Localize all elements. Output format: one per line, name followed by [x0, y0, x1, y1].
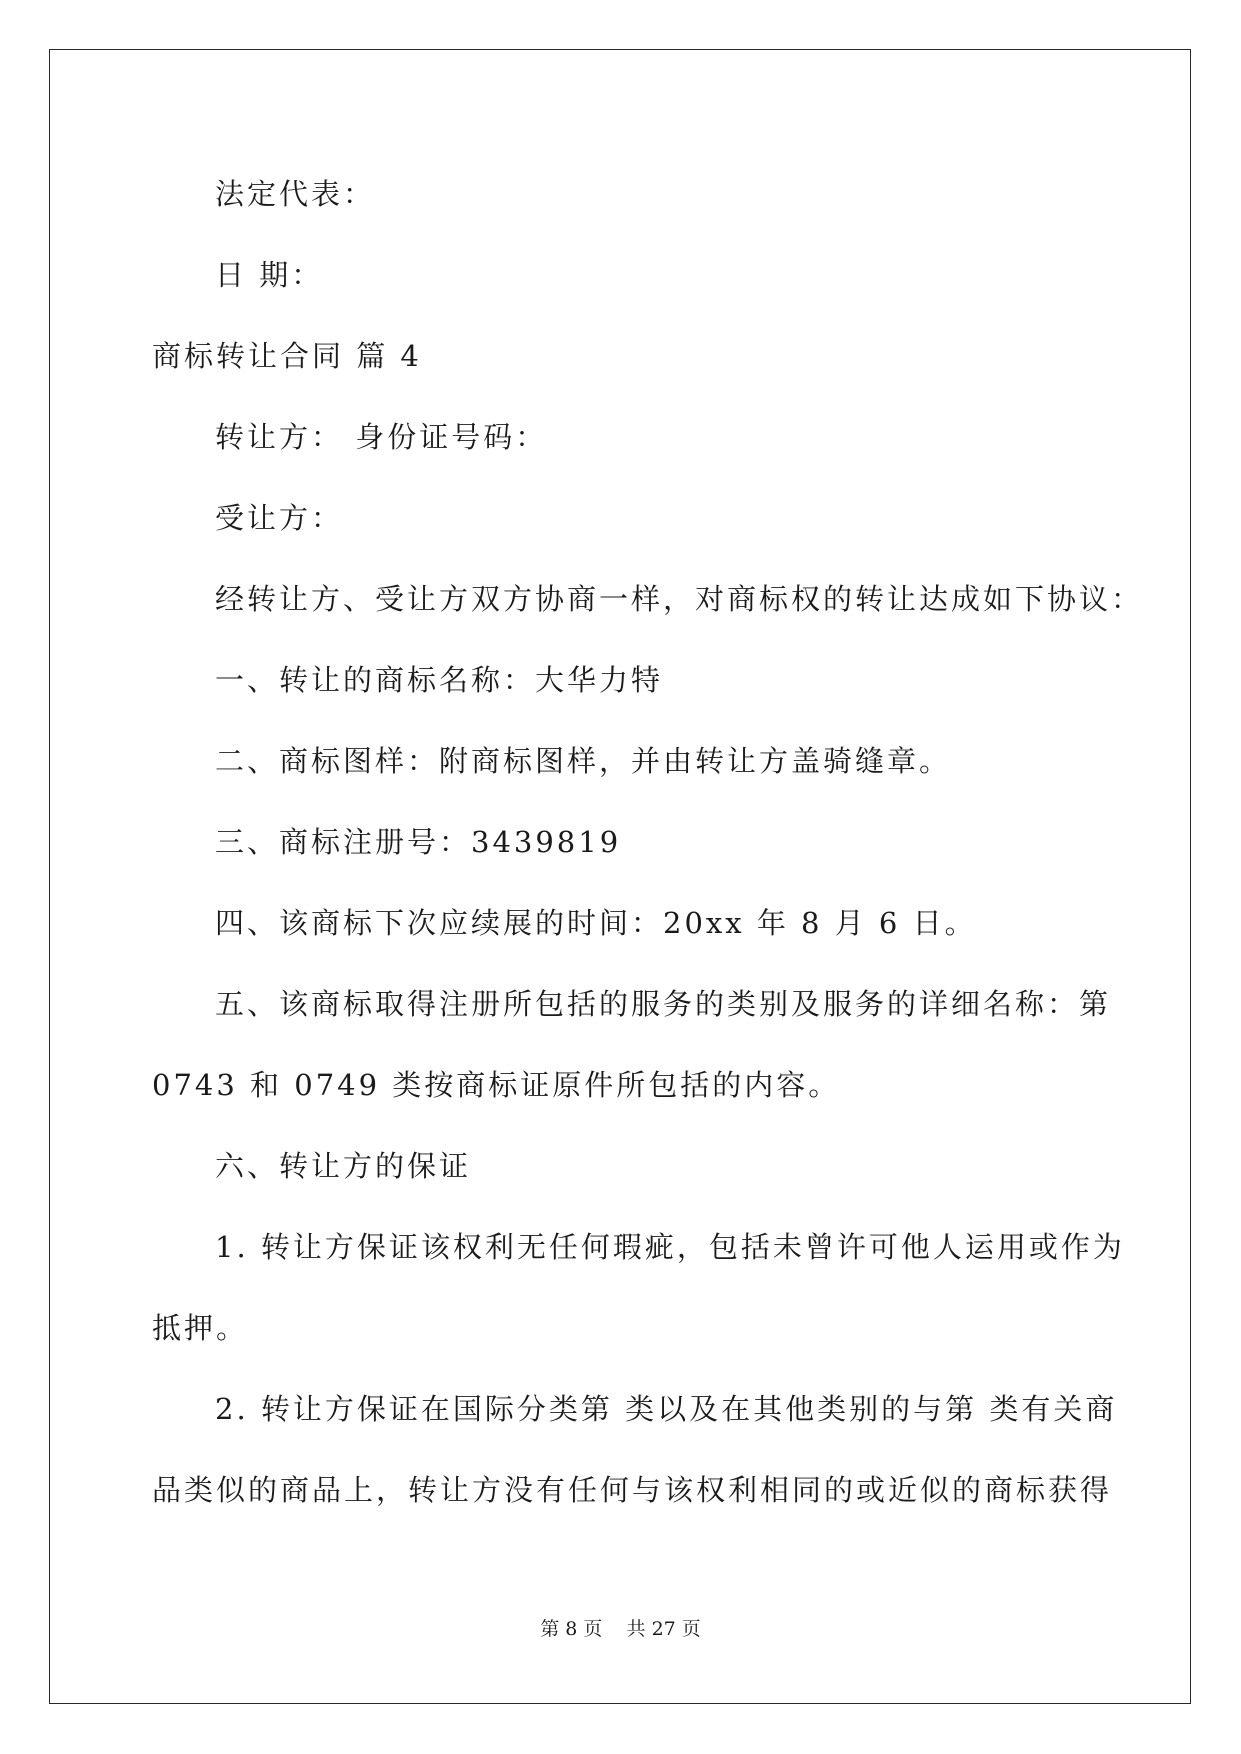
clause-3: 三、商标注册号：3439819 [215, 825, 622, 859]
clause-6-item-2: 2. 转让方保证在国际分类第 类以及在其他类别的与第 类有关商 [215, 1392, 1118, 1426]
clause-5: 五、该商标取得注册所包括的服务的类别及服务的详细名称：第 [215, 987, 1112, 1021]
clause-2: 二、商标图样：附商标图样，并由转让方盖骑缝章。 [215, 744, 952, 778]
agreement-intro: 经转让方、受让方双方协商一样，对商标权的转让达成如下协议： [215, 582, 1144, 616]
page-border [49, 49, 1191, 1704]
transferee-line: 受让方： [215, 501, 344, 535]
clause-6-item-2-continued: 品类似的商品上，转让方没有任何与该权利相同的或近似的商标获得 [152, 1473, 1113, 1507]
legal-representative-line: 法定代表： [215, 177, 376, 211]
clause-6-item-1-continued: 抵押。 [152, 1311, 249, 1345]
clause-5-continued: 0743 和 0749 类按商标证原件所包括的内容。 [152, 1068, 841, 1102]
section-heading: 商标转让合同 篇 4 [152, 339, 422, 373]
clause-4: 四、该商标下次应续展的时间：20xx 年 8 月 6 日。 [215, 906, 977, 940]
clause-1: 一、转让的商标名称：大华力特 [215, 663, 664, 697]
date-line: 日 期： [215, 258, 324, 292]
transferor-line: 转让方： 身份证号码： [215, 420, 548, 454]
page-number-footer: 第 8 页 共 27 页 [540, 1618, 701, 1640]
clause-6-heading: 六、转让方的保证 [215, 1149, 472, 1183]
clause-6-item-1: 1. 转让方保证该权利无任何瑕疵，包括未曾许可他人运用或作为 [215, 1230, 1125, 1264]
